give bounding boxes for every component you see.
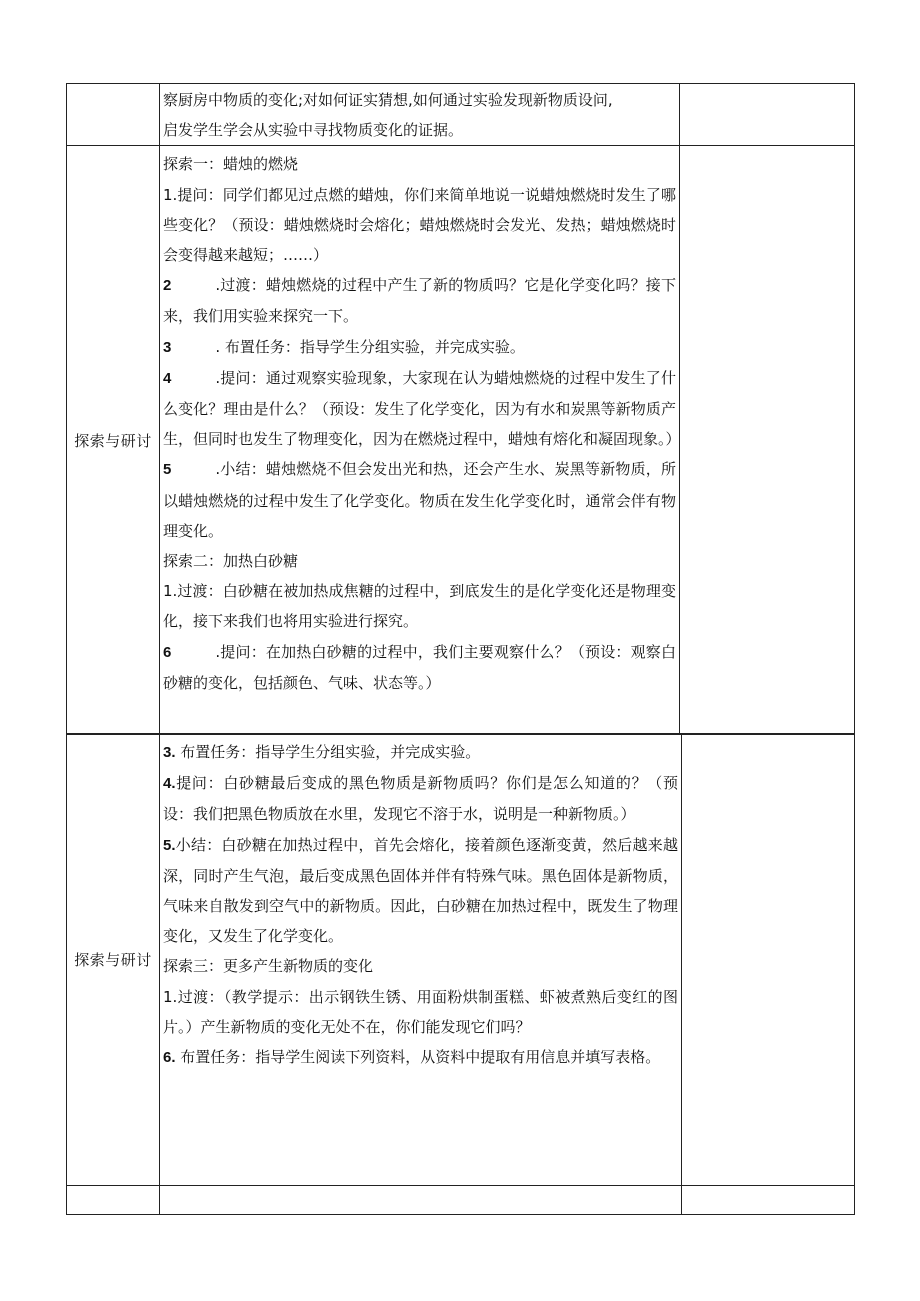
design-intent-cell <box>160 84 680 146</box>
empty-cell <box>682 1186 855 1215</box>
list-item: 5.小结：白砂糖在加热过程中，首先会熔化，接着颜色逐渐变黄，然后越来越深，同时产生气泡，最后变成黑色固体并伴有特殊气味。黑色固体是新物质，气味来自散发到空气中的新物质。因此，白砂糖在加热过程中，既发生了物理变化，又发生了化学变化。 <box>163 835 678 946</box>
list-item: 1.过渡：白砂糖在被加热成焦糖的过程中，到底发生的是化学变化还是物理变化，接下来我们也将用实验进行探究。 <box>163 582 676 631</box>
text-line: 启发学生学会从实验中寻找物质变化的证据。 <box>163 121 464 140</box>
explore1-title: 探索一：蜡烛的燃烧 <box>163 155 299 174</box>
list-item: 4.提问：白砂糖最后变成的黑色物质是新物质吗？你们是怎么知道的？（预设：我们把黑色物质放在水里，发现它不溶于水，说明是一种新物质。） <box>163 774 678 824</box>
list-item: 6. 布置任务：指导学生阅读下列资料，从资料中提取有用信息并填写表格。 <box>163 1048 661 1067</box>
table-row <box>67 734 855 1186</box>
empty-cell <box>160 1186 682 1215</box>
explore2-title: 探索二：加热白砂糖 <box>163 552 299 571</box>
list-item: 4 .提问：通过观察实验现象，大家现在认为蜡烛燃烧的过程中发生了什么变化？理由是什么？（预设：发生了化学变化，因为有水和炭黑等新物质产生，但同时也发生了物理变化，因为在燃烧过程中，蜡烛有熔化和凝固现象。） <box>163 368 681 449</box>
row-label-empty <box>67 84 160 146</box>
notes-cell <box>682 734 855 1186</box>
list-item: 3 . 布置任务：指导学生分组实验，并完成实验。 <box>163 337 525 356</box>
list-item: 6 .提问：在加热白砂糖的过程中，我们主要观察什么？（预设：观察白砂糖的变化，包括颜色、气味、状态等。） <box>163 642 676 692</box>
list-item: 5 .小结：蜡烛燃烧不但会发出光和热，还会产生水、炭黑等新物质，所以蜡烛燃烧的过程中发生了化学变化。物质在发生化学变化时，通常会伴有物理变化。 <box>163 460 676 540</box>
notes-cell <box>680 84 855 146</box>
explore-content-cell <box>160 734 682 1186</box>
text-line: 察厨房中物质的变化;对如何证实猜想,如何通过实验发现新物质设问, <box>163 91 613 109</box>
list-item: 2 .过渡：蜡烛燃烧的过程中产生了新的物质吗？它是化学变化吗？接下来，我们用实验来探究一下。 <box>163 276 676 326</box>
row-label-explore: 探索与研讨 <box>67 146 160 735</box>
empty-cell <box>67 1186 160 1215</box>
explore-content-cell <box>160 146 680 735</box>
table-row <box>67 146 855 735</box>
list-item: 3. 布置任务：指导学生分组实验，并完成实验。 <box>163 743 481 761</box>
list-item: 1.过渡：（教学提示：出示钢铁生锈、用面粉烘制蛋糕、虾被煮熟后变红的图片。）产生新物质的变化无处不在，你们能发现它们吗？ <box>163 987 678 1036</box>
explore3-title: 探索三：更多产生新物质的变化 <box>163 957 374 976</box>
lesson-table-top <box>66 83 855 735</box>
table-row <box>67 84 855 146</box>
list-item: 1.提问：同学们都见过点燃的蜡烛，你们来简单地说一说蜡烛燃烧时发生了哪些变化？（预设：蜡烛燃烧时会熔化；蜡烛燃烧时会发光、发热；蜡烛燃烧时会变得越来越短；……） <box>163 185 676 265</box>
lesson-table-bottom <box>66 733 855 1215</box>
row-label-explore: 探索与研讨 <box>67 734 160 1186</box>
notes-cell <box>680 146 855 735</box>
table-row <box>67 1186 855 1215</box>
